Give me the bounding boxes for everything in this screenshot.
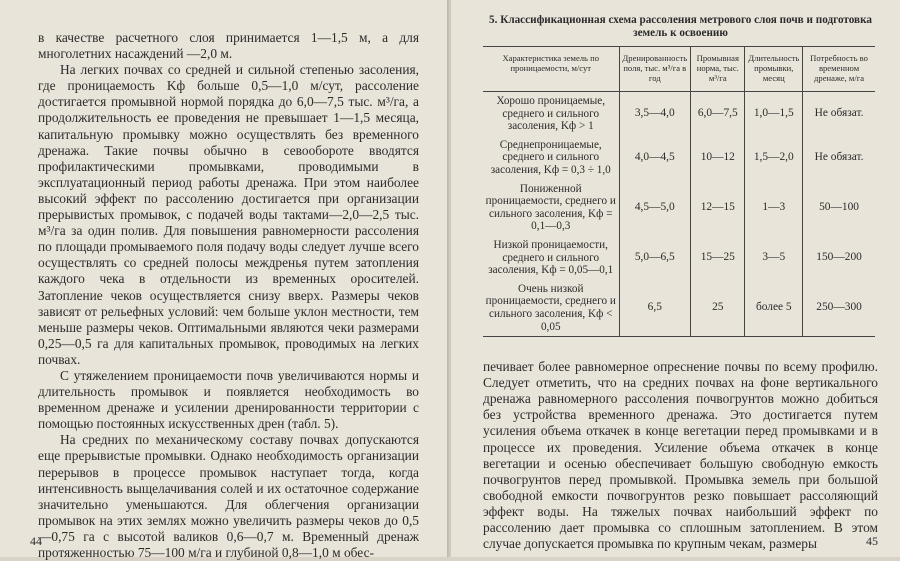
table-cell: Низкой проницаемости, среднего и сильного засоления, Kф = 0,05—0,1: [488, 238, 614, 277]
page-number: 44: [30, 534, 42, 548]
table-cell: 4,0—4,5: [619, 136, 691, 180]
table-header: Потребность во временном дренаже, м/га: [803, 47, 875, 92]
table-cell: Пониженной проницаемости, среднего и сильного засоления, Kф = 0,1—0,3: [485, 182, 616, 233]
table-cell: 150—200: [803, 236, 875, 280]
page-number: 45: [866, 534, 878, 548]
table-cell: 1,5—2,0: [745, 136, 803, 180]
table-row: [483, 280, 875, 337]
table-cell: более 5: [745, 280, 803, 337]
table-cell: 1,0—1,5: [745, 92, 803, 136]
table-cell: Среднепроницаемые, среднего и сильного засоления, Kф = 0,3 ÷ 1,0: [490, 138, 611, 176]
table-cell: Хорошо проницаемые, среднего и сильного засоления, Kф > 1: [496, 95, 606, 133]
paragraph: На легких почвах со средней и сильной степенью засоления, где проницаемость Kф больше 0,5—1,0 м/сут, рассоление достигается промывной нормой порядка до 6,0—7,5 тыс. м³/га, а продолжительность ее проведения не превышает 1—1,5 месяца, капитальную промывку можно осуществлять без временного дренажа. Такие почвы обычно в севообороте вводятся профилактическими промывками, проводимыми в эксплуатационный период работы дренажа. При этом наиболее высокий эффект по рассолению достигается при организации прерывистых промывок, с подачей воды тактами—2,0—2,5 тыс. м³/га за один полив. Для повышения равномерности рассоления по площади промываемого поля подачу воды следует лучше всего осуществлять со средней полосы междренья путем затопления каждого чека в отдельности из временных оросителей. Затопление чеков осуществляется снизу вверх. Размеры чеков зависят от рельефных условий: чем больше уклон местности, тем меньше размеры чеков. Оптимальными являются чеки размерами 0,25—0,5 га для капитальных промывок, проводимых на легких почвах.: [38, 62, 419, 367]
right-page: [451, 0, 900, 557]
table-cell: 250—300: [803, 280, 875, 337]
table-header: Длительность промывки, месяц: [745, 47, 803, 92]
table-cell: 10—12: [691, 136, 745, 180]
table-header: Промывная норма, тыс. м³/га: [691, 47, 745, 92]
table-row: [483, 136, 875, 180]
paragraph: С утяжелением проницаемости почв увеличиваются нормы и длительность промывок и появляется необходимость во временном дренаже и усилении дренированности территории с помощью постоянных искусственных дрен (табл. 5).: [38, 367, 419, 432]
table-row: [483, 92, 875, 136]
table-cell: Очень низкой проницаемости, среднего и сильного засоления, Kф < 0,05: [483, 280, 619, 337]
paragraph: печивает более равномерное опреснение почвы по всему профилю. Следует отметить, что на средних почвах на фоне вертикального дренажа равномерного рассоления почвогрунтов можно добиться без устройства временного дренажа. Это достигается путем усиления объема откачек в конце вегетации перед промывками и в процессе их проведения. Усиление объема откачек в конце вегетации и осенью обеспечивает большую свободную емкость почвогрунтов перед промывкой. Промывка земель при большой свободной емкости почвогрунтов резко повышает рассоляющий эффект воды. На тяжелых почвах наибольший эффект по рассолению дает промывка со сплошным затоплением. В этом случае допускается промывка по крупным чекам, размеры: [483, 359, 878, 552]
table-header: Характеристика земель по проницаемости, м/сут: [483, 47, 619, 92]
table-cell: 5,0—6,5: [619, 236, 691, 280]
table-cell: 4,5—5,0: [619, 180, 691, 236]
table-cell: 15—25: [691, 236, 745, 280]
table-cell: 6,5: [619, 280, 691, 337]
table-cell: 50—100: [803, 180, 875, 236]
table-header-row: [483, 47, 875, 92]
classification-table: [483, 46, 875, 337]
paragraph: На средних по механическому составу почвах допускаются еще прерывистые промывки. Однако необходимость организации перерывов в процессе промывок наступает тогда, когда интенсивность выщелачивания солей и их остаточное содержание значительно уменьшаются. Для облегчения организации промывок на этих землях можно увеличить размеры чеков до 0,5—0,75 га с высотой валиков 0,6—0,7 м. Временный дренаж протяженностью 75—100 м/га и глубиной 0,8—1,0 м обес-: [38, 432, 419, 560]
table-cell: Не обязат.: [803, 92, 875, 136]
table-cell: 6,0—7,5: [691, 92, 745, 136]
table-cell: 3—5: [745, 236, 803, 280]
table-cell: 1—3: [745, 180, 803, 236]
table-row: [483, 236, 875, 280]
paragraph: в качестве расчетного слоя принимается 1—1,5 м, а для многолетних насаждений —2,0 м.: [38, 30, 419, 62]
table-cell: 3,5—4,0: [619, 92, 691, 136]
table-header: Дренированность поля, тыс. м³/га в год: [619, 47, 691, 92]
table-cell: Не обязат.: [803, 136, 875, 180]
table-cell: 12—15: [691, 180, 745, 236]
table-title: 5. Классификационная схема рассоления метрового слоя почв и подготовка земель к освоению: [489, 14, 872, 39]
table-cell: 25: [691, 280, 745, 337]
table-row: [483, 180, 875, 236]
left-page: [0, 0, 449, 560]
